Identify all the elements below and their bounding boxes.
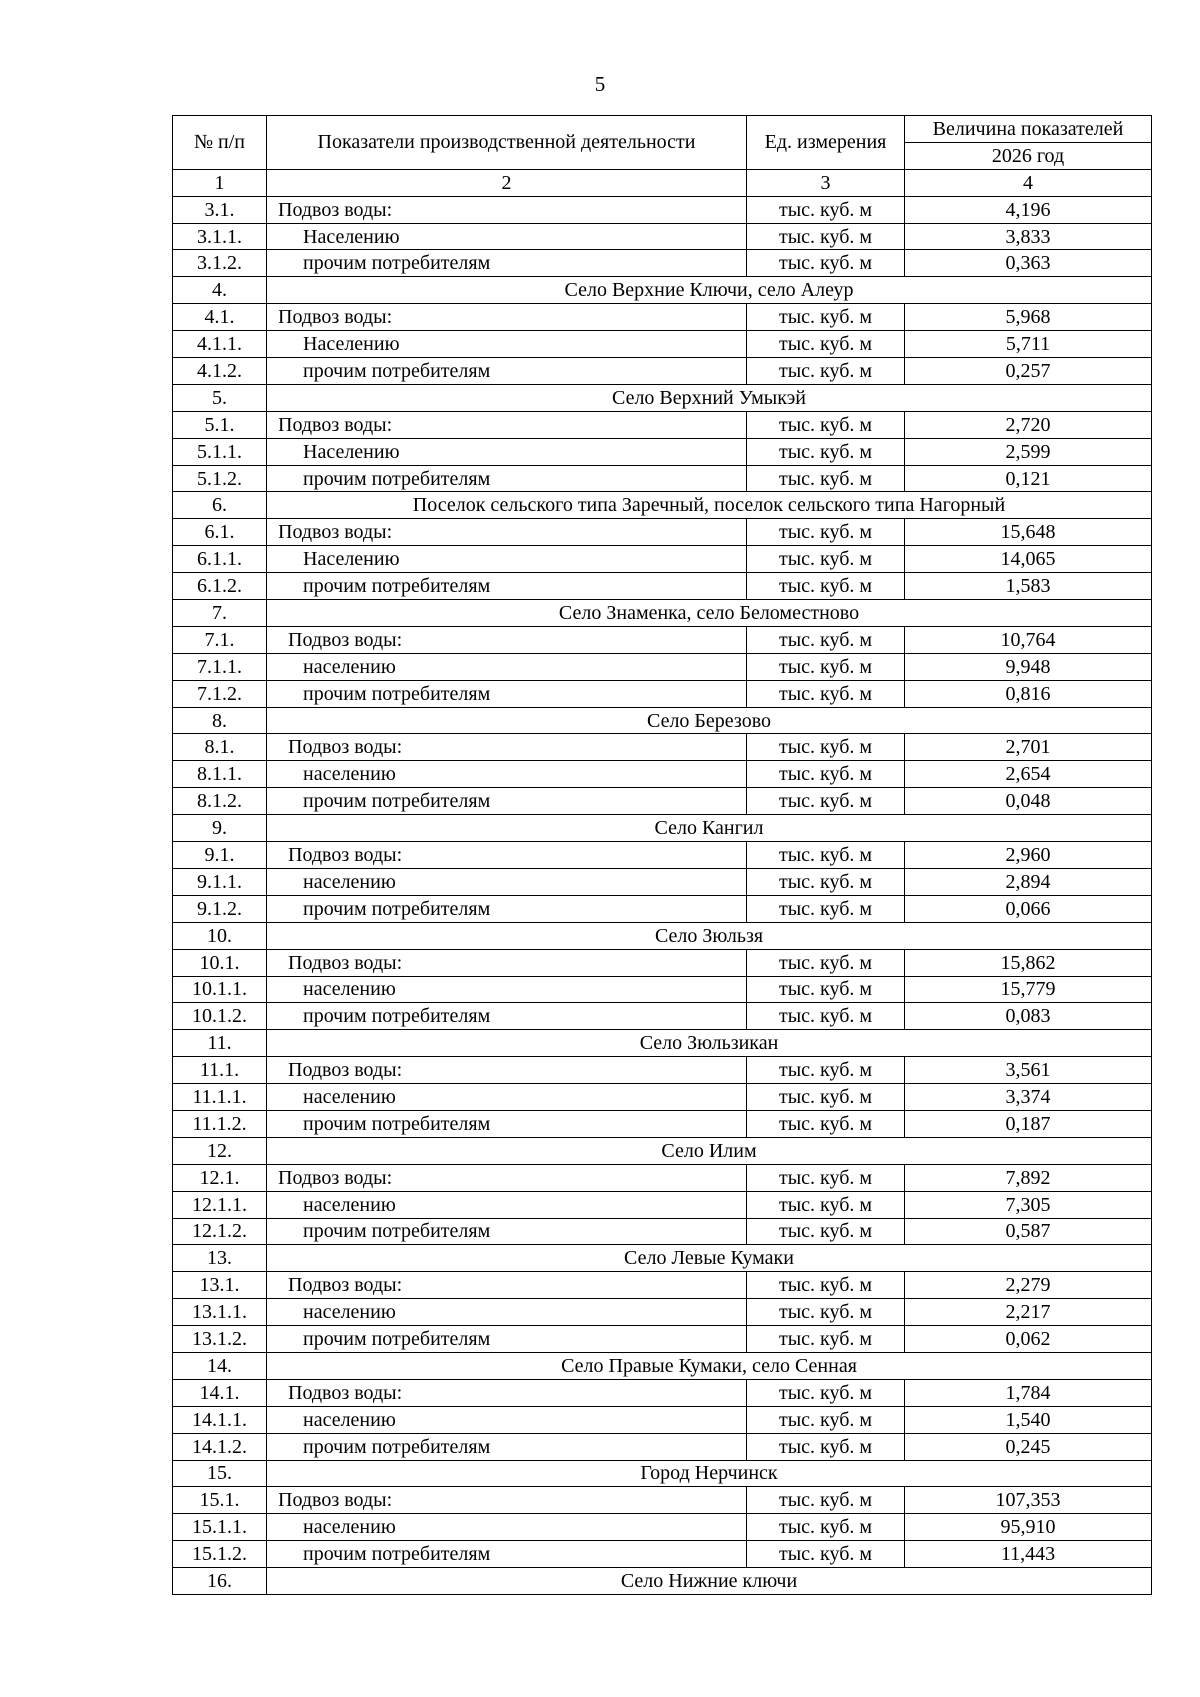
header-col-number: 1 <box>173 169 267 196</box>
section-row <box>173 1030 1152 1057</box>
table-row <box>173 573 1152 600</box>
section-row <box>173 1352 1152 1379</box>
unit-cell: тыс. куб. м <box>747 1541 905 1568</box>
indicator-name: Населению <box>267 546 747 573</box>
value-cell: 0,257 <box>905 358 1152 385</box>
table-row <box>173 196 1152 223</box>
value-cell: 2,599 <box>905 438 1152 465</box>
indicator-name: Населению <box>267 331 747 358</box>
table-row <box>173 438 1152 465</box>
value-cell: 3,561 <box>905 1057 1152 1084</box>
value-cell: 0,816 <box>905 680 1152 707</box>
row-number: 5. <box>173 384 267 411</box>
section-row <box>173 1568 1152 1595</box>
header-value-group: Величина показателей <box>905 116 1152 143</box>
value-cell: 2,279 <box>905 1272 1152 1299</box>
row-number: 5.1. <box>173 411 267 438</box>
row-number: 10. <box>173 922 267 949</box>
value-cell: 2,701 <box>905 734 1152 761</box>
indicator-name: прочим потребителям <box>267 1541 747 1568</box>
table-row <box>173 788 1152 815</box>
section-title: Село Нижние ключи <box>267 1568 1152 1595</box>
indicator-name: населению <box>267 1084 747 1111</box>
row-number: 5.1.2. <box>173 465 267 492</box>
row-number: 4.1.1. <box>173 331 267 358</box>
indicator-name: Подвоз воды: <box>267 626 747 653</box>
row-number: 16. <box>173 1568 267 1595</box>
unit-cell: тыс. куб. м <box>747 1191 905 1218</box>
value-cell: 15,779 <box>905 976 1152 1003</box>
table-row <box>173 1218 1152 1245</box>
unit-cell: тыс. куб. м <box>747 438 905 465</box>
table-row <box>173 250 1152 277</box>
value-cell: 2,720 <box>905 411 1152 438</box>
section-title: Село Кангил <box>267 815 1152 842</box>
indicator-name: населению <box>267 761 747 788</box>
indicator-name: Подвоз воды: <box>267 842 747 869</box>
section-row <box>173 707 1152 734</box>
table-row <box>173 223 1152 250</box>
row-number: 7.1.2. <box>173 680 267 707</box>
table-row <box>173 1191 1152 1218</box>
value-cell: 5,968 <box>905 304 1152 331</box>
value-cell: 9,948 <box>905 653 1152 680</box>
section-title: Село Зюльзя <box>267 922 1152 949</box>
indicator-name: населению <box>267 1191 747 1218</box>
row-number: 12.1. <box>173 1164 267 1191</box>
row-number: 15. <box>173 1460 267 1487</box>
value-cell: 3,374 <box>905 1084 1152 1111</box>
table-row <box>173 1003 1152 1030</box>
value-cell: 7,892 <box>905 1164 1152 1191</box>
row-number: 10.1.1. <box>173 976 267 1003</box>
row-number: 10.1. <box>173 949 267 976</box>
table-row <box>173 304 1152 331</box>
value-cell: 107,353 <box>905 1487 1152 1514</box>
table-row <box>173 331 1152 358</box>
value-cell: 1,583 <box>905 573 1152 600</box>
unit-cell: тыс. куб. м <box>747 546 905 573</box>
unit-cell: тыс. куб. м <box>747 734 905 761</box>
row-number: 8. <box>173 707 267 734</box>
section-row <box>173 922 1152 949</box>
table-header <box>173 116 1152 197</box>
row-number: 12.1.2. <box>173 1218 267 1245</box>
header-unit: Ед. измерения <box>747 116 905 170</box>
table-row <box>173 976 1152 1003</box>
table-row <box>173 1487 1152 1514</box>
unit-cell: тыс. куб. м <box>747 761 905 788</box>
table-row <box>173 1164 1152 1191</box>
value-cell: 11,443 <box>905 1541 1152 1568</box>
unit-cell: тыс. куб. м <box>747 1057 905 1084</box>
row-number: 12. <box>173 1137 267 1164</box>
section-row <box>173 815 1152 842</box>
unit-cell: тыс. куб. м <box>747 1084 905 1111</box>
unit-cell: тыс. куб. м <box>747 1487 905 1514</box>
value-cell: 15,648 <box>905 519 1152 546</box>
value-cell: 0,121 <box>905 465 1152 492</box>
indicator-name: Подвоз воды: <box>267 1379 747 1406</box>
value-cell: 14,065 <box>905 546 1152 573</box>
section-row <box>173 600 1152 627</box>
table-row <box>173 1084 1152 1111</box>
value-cell: 0,363 <box>905 250 1152 277</box>
row-number: 7. <box>173 600 267 627</box>
unit-cell: тыс. куб. м <box>747 1003 905 1030</box>
row-number: 9. <box>173 815 267 842</box>
table-row <box>173 1272 1152 1299</box>
value-cell: 0,048 <box>905 788 1152 815</box>
row-number: 11.1.2. <box>173 1110 267 1137</box>
unit-cell: тыс. куб. м <box>747 653 905 680</box>
indicator-name: Населению <box>267 438 747 465</box>
section-title: Село Левые Кумаки <box>267 1245 1152 1272</box>
table-row <box>173 1514 1152 1541</box>
value-cell: 95,910 <box>905 1514 1152 1541</box>
section-row <box>173 1245 1152 1272</box>
row-number: 9.1. <box>173 842 267 869</box>
unit-cell: тыс. куб. м <box>747 1379 905 1406</box>
table-row <box>173 1379 1152 1406</box>
unit-cell: тыс. куб. м <box>747 196 905 223</box>
value-cell: 0,083 <box>905 1003 1152 1030</box>
table-row <box>173 465 1152 492</box>
unit-cell: тыс. куб. м <box>747 1433 905 1460</box>
unit-cell: тыс. куб. м <box>747 842 905 869</box>
page-number: 5 <box>594 72 606 96</box>
table-row <box>173 411 1152 438</box>
table-row <box>173 1057 1152 1084</box>
table-row <box>173 734 1152 761</box>
value-cell: 15,862 <box>905 949 1152 976</box>
header-col-number: 3 <box>747 169 905 196</box>
section-row <box>173 492 1152 519</box>
row-number: 6.1.1. <box>173 546 267 573</box>
table-row <box>173 1110 1152 1137</box>
indicator-name: Подвоз воды: <box>267 734 747 761</box>
unit-cell: тыс. куб. м <box>747 976 905 1003</box>
indicator-name: прочим потребителям <box>267 250 747 277</box>
indicator-name: населению <box>267 868 747 895</box>
table-row <box>173 842 1152 869</box>
row-number: 13. <box>173 1245 267 1272</box>
section-title: Поселок сельского типа Заречный, поселок сельского типа Нагорный <box>267 492 1152 519</box>
value-cell: 2,894 <box>905 868 1152 895</box>
unit-cell: тыс. куб. м <box>747 519 905 546</box>
row-number: 11.1.1. <box>173 1084 267 1111</box>
section-title: Село Зюльзикан <box>267 1030 1152 1057</box>
table-row <box>173 868 1152 895</box>
unit-cell: тыс. куб. м <box>747 1299 905 1326</box>
indicator-name: прочим потребителям <box>267 1326 747 1353</box>
row-number: 3.1.2. <box>173 250 267 277</box>
indicators-table <box>172 115 1152 1595</box>
indicator-name: прочим потребителям <box>267 788 747 815</box>
value-cell: 3,833 <box>905 223 1152 250</box>
section-row <box>173 384 1152 411</box>
row-number: 14.1.1. <box>173 1406 267 1433</box>
row-number: 13.1. <box>173 1272 267 1299</box>
row-number: 4.1. <box>173 304 267 331</box>
row-number: 13.1.2. <box>173 1326 267 1353</box>
indicator-name: Подвоз воды: <box>267 949 747 976</box>
row-number: 8.1.1. <box>173 761 267 788</box>
value-cell: 4,196 <box>905 196 1152 223</box>
value-cell: 2,654 <box>905 761 1152 788</box>
section-title: Село Березово <box>267 707 1152 734</box>
row-number: 15.1. <box>173 1487 267 1514</box>
table-row <box>173 1541 1152 1568</box>
table-row <box>173 895 1152 922</box>
unit-cell: тыс. куб. м <box>747 331 905 358</box>
row-number: 8.1.2. <box>173 788 267 815</box>
unit-cell: тыс. куб. м <box>747 358 905 385</box>
table-row <box>173 1326 1152 1353</box>
indicator-name: населению <box>267 976 747 1003</box>
row-number: 4. <box>173 277 267 304</box>
header-name: Показатели производственной деятельности <box>267 116 747 170</box>
unit-cell: тыс. куб. м <box>747 304 905 331</box>
row-number: 12.1.1. <box>173 1191 267 1218</box>
indicator-name: Подвоз воды: <box>267 1164 747 1191</box>
unit-cell: тыс. куб. м <box>747 573 905 600</box>
table-row <box>173 1299 1152 1326</box>
indicator-name: населению <box>267 1514 747 1541</box>
indicator-name: прочим потребителям <box>267 680 747 707</box>
unit-cell: тыс. куб. м <box>747 250 905 277</box>
row-number: 9.1.2. <box>173 895 267 922</box>
unit-cell: тыс. куб. м <box>747 1110 905 1137</box>
value-cell: 5,711 <box>905 331 1152 358</box>
indicator-name: прочим потребителям <box>267 1003 747 1030</box>
indicator-name: Населению <box>267 223 747 250</box>
section-title: Село Знаменка, село Беломестново <box>267 600 1152 627</box>
value-cell: 10,764 <box>905 626 1152 653</box>
indicator-name: Подвоз воды: <box>267 411 747 438</box>
indicator-name: прочим потребителям <box>267 1433 747 1460</box>
row-number: 5.1.1. <box>173 438 267 465</box>
row-number: 14.1.2. <box>173 1433 267 1460</box>
table-row <box>173 680 1152 707</box>
row-number: 15.1.1. <box>173 1514 267 1541</box>
row-number: 9.1.1. <box>173 868 267 895</box>
table-row <box>173 761 1152 788</box>
section-title: Город Нерчинск <box>267 1460 1152 1487</box>
unit-cell: тыс. куб. м <box>747 949 905 976</box>
section-title: Село Верхний Умыкэй <box>267 384 1152 411</box>
section-row <box>173 277 1152 304</box>
row-number: 15.1.2. <box>173 1541 267 1568</box>
value-cell: 7,305 <box>905 1191 1152 1218</box>
row-number: 3.1.1. <box>173 223 267 250</box>
indicator-name: населению <box>267 653 747 680</box>
unit-cell: тыс. куб. м <box>747 626 905 653</box>
indicator-name: Подвоз воды: <box>267 1487 747 1514</box>
row-number: 14.1. <box>173 1379 267 1406</box>
unit-cell: тыс. куб. м <box>747 1272 905 1299</box>
value-cell: 0,066 <box>905 895 1152 922</box>
header-year: 2026 год <box>905 142 1152 169</box>
indicator-name: Подвоз воды: <box>267 519 747 546</box>
row-number: 11.1. <box>173 1057 267 1084</box>
value-cell: 1,540 <box>905 1406 1152 1433</box>
indicator-name: Подвоз воды: <box>267 1057 747 1084</box>
row-number: 14. <box>173 1352 267 1379</box>
row-number: 7.1. <box>173 626 267 653</box>
unit-cell: тыс. куб. м <box>747 1164 905 1191</box>
table-body <box>173 196 1152 1594</box>
section-title: Село Правые Кумаки, село Сенная <box>267 1352 1152 1379</box>
unit-cell: тыс. куб. м <box>747 1514 905 1541</box>
unit-cell: тыс. куб. м <box>747 1218 905 1245</box>
row-number: 3.1. <box>173 196 267 223</box>
value-cell: 2,217 <box>905 1299 1152 1326</box>
indicator-name: прочим потребителям <box>267 1110 747 1137</box>
row-number: 10.1.2. <box>173 1003 267 1030</box>
row-number: 6.1. <box>173 519 267 546</box>
section-row <box>173 1460 1152 1487</box>
row-number: 6.1.2. <box>173 573 267 600</box>
indicator-name: прочим потребителям <box>267 573 747 600</box>
value-cell: 1,784 <box>905 1379 1152 1406</box>
header-col-number: 4 <box>905 169 1152 196</box>
table-row <box>173 626 1152 653</box>
unit-cell: тыс. куб. м <box>747 895 905 922</box>
table-row <box>173 519 1152 546</box>
unit-cell: тыс. куб. м <box>747 223 905 250</box>
indicator-name: Подвоз воды: <box>267 1272 747 1299</box>
unit-cell: тыс. куб. м <box>747 465 905 492</box>
row-number: 8.1. <box>173 734 267 761</box>
table-row <box>173 1433 1152 1460</box>
table-row <box>173 546 1152 573</box>
table-row <box>173 358 1152 385</box>
unit-cell: тыс. куб. м <box>747 411 905 438</box>
section-title: Село Илим <box>267 1137 1152 1164</box>
value-cell: 0,187 <box>905 1110 1152 1137</box>
header-col-number: 2 <box>267 169 747 196</box>
indicator-name: прочим потребителям <box>267 358 747 385</box>
indicator-name: Подвоз воды: <box>267 304 747 331</box>
row-number: 11. <box>173 1030 267 1057</box>
unit-cell: тыс. куб. м <box>747 868 905 895</box>
section-row <box>173 1137 1152 1164</box>
table-row <box>173 949 1152 976</box>
indicator-name: прочим потребителям <box>267 895 747 922</box>
indicator-name: населению <box>267 1299 747 1326</box>
unit-cell: тыс. куб. м <box>747 680 905 707</box>
value-cell: 2,960 <box>905 842 1152 869</box>
header-num: № п/п <box>173 116 267 170</box>
indicator-name: Подвоз воды: <box>267 196 747 223</box>
indicator-name: прочим потребителям <box>267 465 747 492</box>
value-cell: 0,062 <box>905 1326 1152 1353</box>
row-number: 4.1.2. <box>173 358 267 385</box>
row-number: 7.1.1. <box>173 653 267 680</box>
unit-cell: тыс. куб. м <box>747 1326 905 1353</box>
indicator-name: прочим потребителям <box>267 1218 747 1245</box>
table-row <box>173 653 1152 680</box>
unit-cell: тыс. куб. м <box>747 1406 905 1433</box>
row-number: 6. <box>173 492 267 519</box>
table-row <box>173 1406 1152 1433</box>
section-title: Село Верхние Ключи, село Алеур <box>267 277 1152 304</box>
unit-cell: тыс. куб. м <box>747 788 905 815</box>
indicator-name: населению <box>267 1406 747 1433</box>
row-number: 13.1.1. <box>173 1299 267 1326</box>
value-cell: 0,587 <box>905 1218 1152 1245</box>
value-cell: 0,245 <box>905 1433 1152 1460</box>
